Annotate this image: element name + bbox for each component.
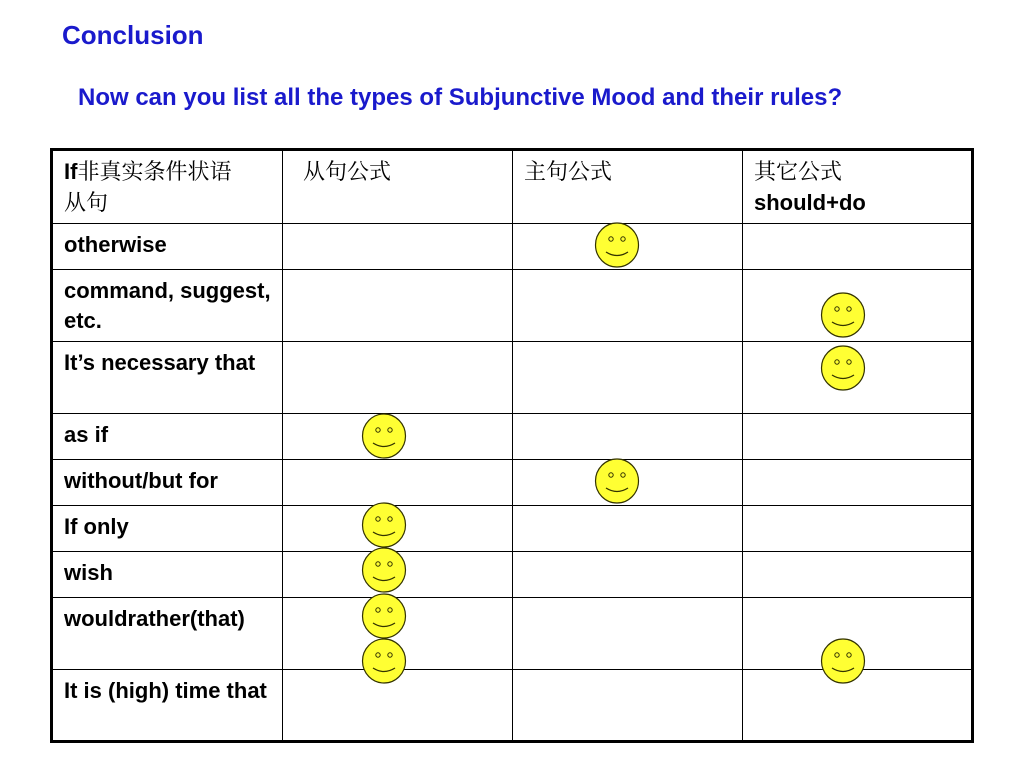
table-row bbox=[52, 670, 973, 742]
slide-title: Conclusion bbox=[62, 20, 204, 50]
table-row bbox=[52, 270, 973, 342]
row-label: It’s necessary that bbox=[52, 342, 283, 414]
header-main-clause-formula: 主句公式 bbox=[513, 150, 743, 224]
subjunctive-mood-table bbox=[50, 148, 974, 743]
row-label: If only bbox=[52, 506, 283, 552]
table-row bbox=[52, 414, 973, 460]
header-if-clause bbox=[52, 150, 283, 224]
row-label: wouldrather(that) bbox=[52, 598, 283, 670]
table-header-row bbox=[52, 150, 973, 224]
table-row bbox=[52, 224, 973, 270]
table-row bbox=[52, 506, 973, 552]
row-label: command, suggest, etc. bbox=[52, 270, 283, 342]
table-row bbox=[52, 598, 973, 670]
row-label: It is (high) time that bbox=[52, 670, 283, 742]
header-if-prefix: If bbox=[64, 159, 78, 184]
header-if-cjk-line2: 从句 bbox=[64, 191, 109, 216]
row-label: without/but for bbox=[52, 460, 283, 506]
header-subordinate-clause-formula: 从句公式 bbox=[283, 150, 513, 224]
row-label: otherwise bbox=[52, 224, 283, 270]
header-other-formula: 其它公式 should+do bbox=[743, 150, 973, 224]
row-label: as if bbox=[52, 414, 283, 460]
header-other-formula-detail: should+do bbox=[754, 190, 866, 215]
table-row bbox=[52, 342, 973, 414]
table-row bbox=[52, 552, 973, 598]
table-row bbox=[52, 460, 973, 506]
header-if-cjk: 非真实条件状语 bbox=[77, 160, 232, 185]
slide-question: Now can you list all the types of Subjunctive Mood and their rules? bbox=[78, 84, 843, 111]
row-label: wish bbox=[52, 552, 283, 598]
